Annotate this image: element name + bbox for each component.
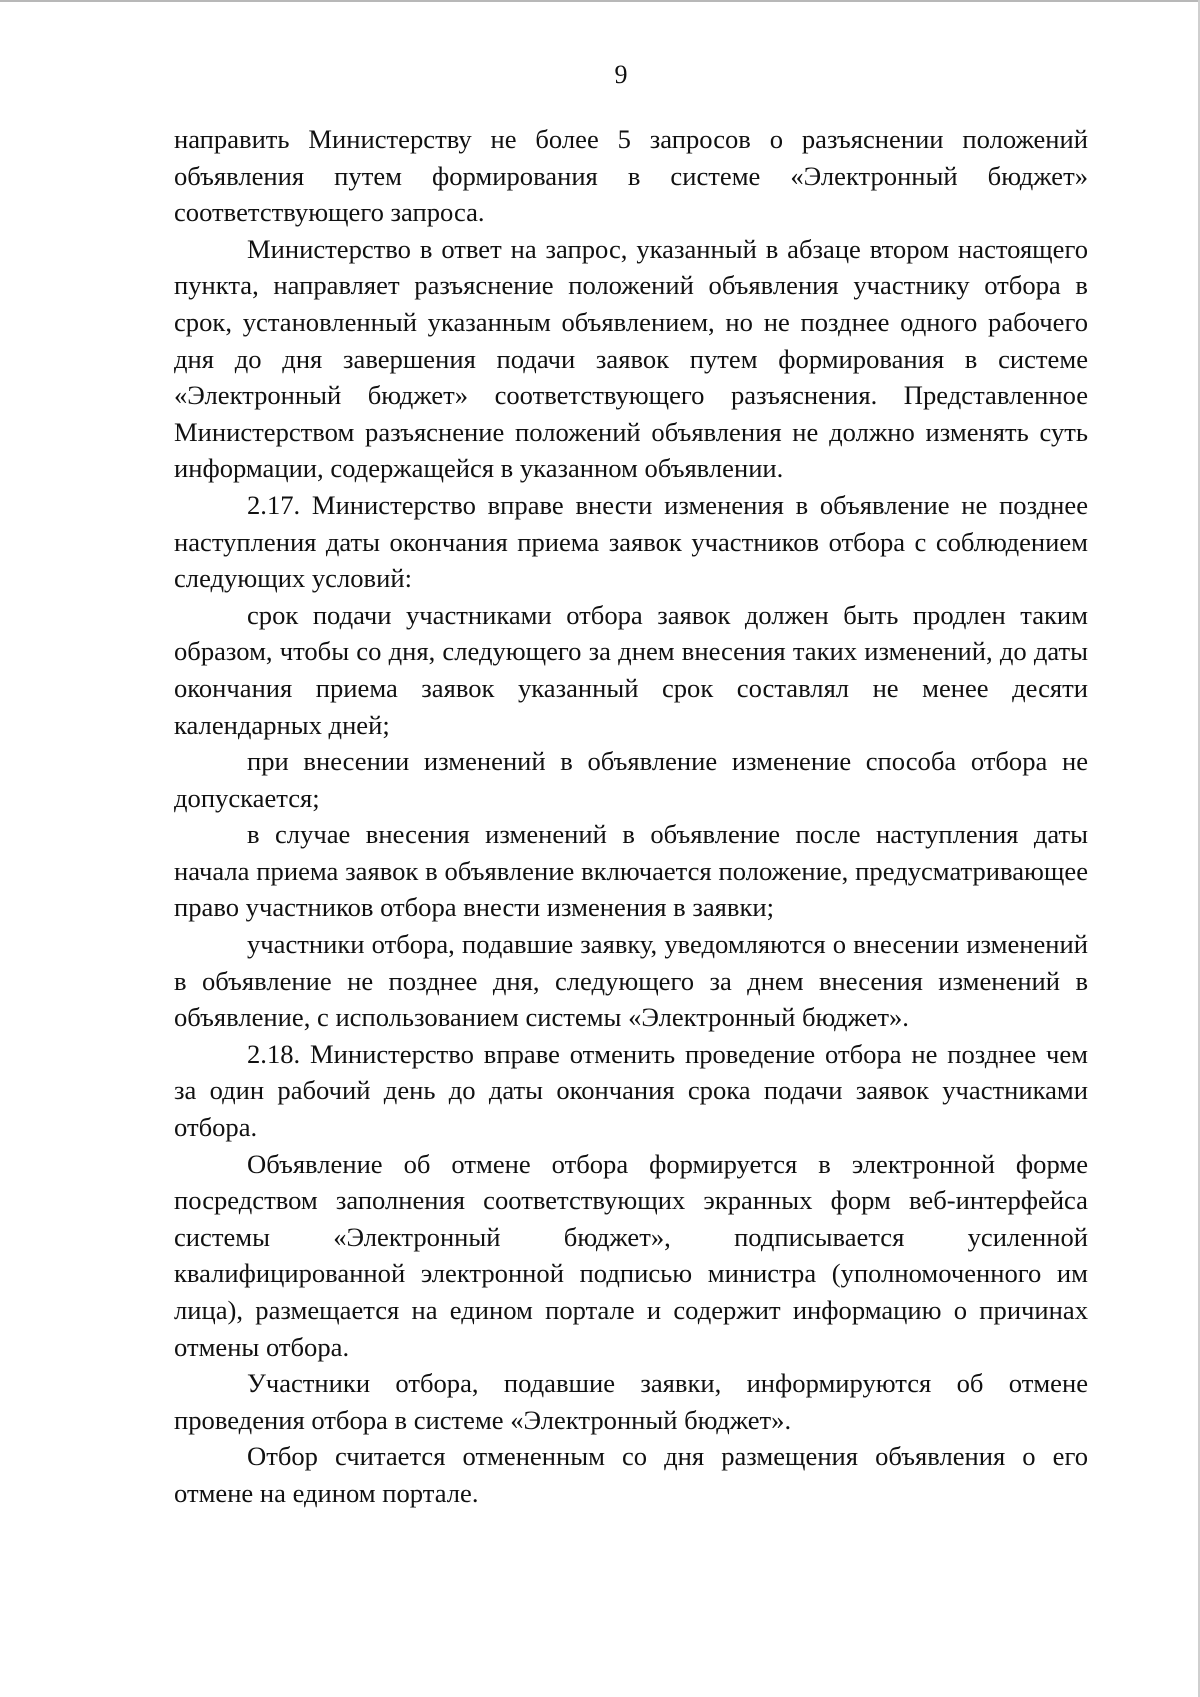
paragraph-method-change: при внесении изменений в объявление изменение способа отбора не допускается; [174, 746, 1088, 813]
paragraph-ministry-response: Министерство в ответ на запрос, указанный в абзаце втором настоящего пункта, направляет разъяснение положений объявления участнику отбора в срок, установленный указанным объявлением, но не позднее одного рабочего дня до дня завершения подачи заявок путем формирования в системе «Электронный бюджет» соответствующего разъяснения. Представленное Министерством разъяснение положений объявления не должно изменять суть информации, содержащейся в указанном объявлении. [174, 233, 1088, 484]
paragraph-2-17: 2.17. Министерство вправе внести изменения в объявление не позднее наступления даты окончания приема заявок участников отбора с соблюдением следующих условий: [174, 489, 1088, 594]
paragraph-after-start: в случае внесения изменений в объявление после наступления даты начала приема заявок в объявление включается положение, предусматривающее право участников отбора внести изменения в заявки; [174, 819, 1088, 923]
page-number: 9 [614, 60, 628, 89]
document-body [174, 121, 1088, 1512]
paragraph-notification: участники отбора, подавшие заявку, уведомляются о внесении изменений в объявление не позднее дня, следующего за днем внесения изменений в объявление, с использованием системы «Электронный бюджет». [174, 929, 1088, 1033]
paragraph-cancellation-notice: Объявление об отмене отбора формируется в электронной форме посредством заполнения соответствующих экранных форм веб-интерфейса системы «Электронный бюджет», подписывается усиленной квалифицированной электронной подписью министра (уполномоченного им лица), размещается на едином портале и содержит информацию о причинах отмены отбора. [174, 1148, 1088, 1362]
paragraph-participants-informed: Участники отбора, подавшие заявки, информируются об отмене проведения отбора в системе «Электронный бюджет». [174, 1368, 1088, 1435]
paragraph-continuation: направить Министерству не более 5 запросов о разъяснении положений объявления путем формирования в системе «Электронный бюджет» соответствующего запроса. [174, 124, 1088, 228]
paragraph-cancellation-date: Отбор считается отмененным со дня размещения объявления о его отмене на едином портале. [174, 1441, 1088, 1508]
scan-edge-top [0, 0, 1200, 2]
paragraph-2-18: 2.18. Министерство вправе отменить проведение отбора не позднее чем за один рабочий день до даты окончания срока подачи заявок участниками отбора. [174, 1038, 1088, 1143]
paragraph-deadline-extension: срок подачи участниками отбора заявок должен быть продлен таким образом, чтобы со дня, следующего за днем внесения таких изменений, до даты окончания приема заявок указанный срок составлял не менее десяти календарных дней; [174, 599, 1088, 740]
